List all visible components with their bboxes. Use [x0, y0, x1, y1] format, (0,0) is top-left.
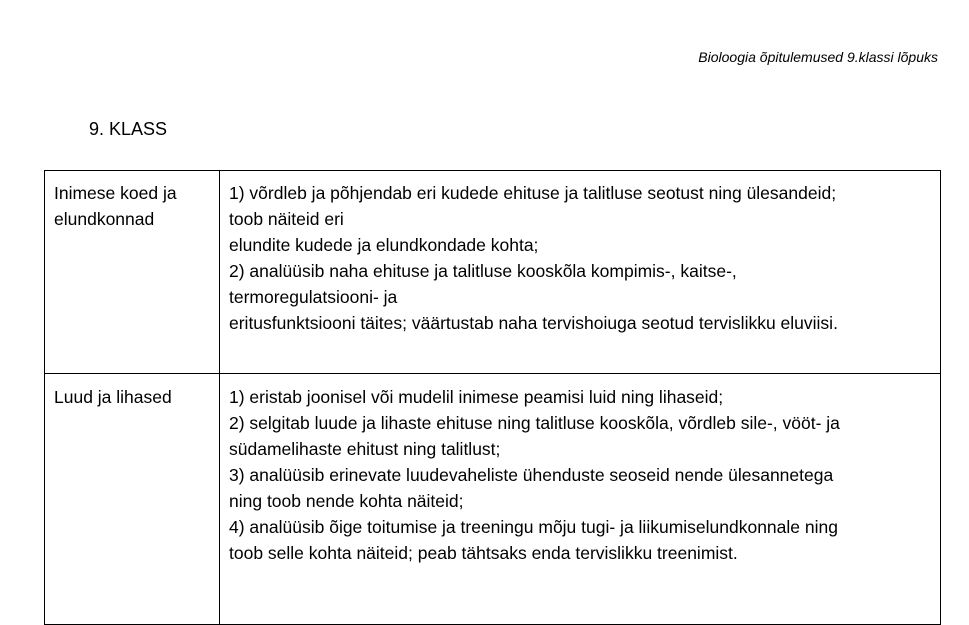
outcome-line: 1) eristab joonisel või mudelil inimese peamisi luid ning lihaseid;: [229, 387, 724, 407]
outcomes-cell: [220, 374, 941, 625]
learning-outcomes-table: [44, 170, 941, 625]
outcome-line: 1) võrdleb ja põhjendab eri kudede ehituse ja talitluse seotust ning ülesandeid;: [229, 183, 837, 203]
outcome-line: elundite kudede ja elundkondade kohta;: [229, 235, 539, 255]
outcomes-cell: [220, 171, 941, 374]
topic-text: Inimese koed ja: [54, 183, 177, 203]
outcome-line: 3) analüüsib erinevate luudevaheliste ühenduste seoseid nende ülesannetega: [229, 465, 834, 485]
outcome-line: termoregulatsiooni- ja: [229, 287, 398, 307]
topic-text: elundkonnad: [54, 209, 155, 229]
outcome-line: ning toob nende kohta näiteid;: [229, 491, 464, 511]
topic-text: Luud ja lihased: [54, 387, 172, 407]
outcome-line: eritusfunktsiooni täites; väärtustab naha tervishoiuga seotud tervislikku eluviisi.: [229, 313, 838, 333]
outcome-line: südamelihaste ehitust ning talitlust;: [229, 439, 501, 459]
topic-cell: [45, 171, 220, 374]
outcome-line: toob näiteid eri: [229, 209, 344, 229]
outcome-line: 2) selgitab luude ja lihaste ehituse ning talitluse kooskõla, võrdleb sile-, vööt- ja: [229, 413, 840, 433]
outcome-line: 4) analüüsib õige toitumise ja treeningu mõju tugi- ja liikumiselundkonnale ning: [229, 517, 838, 537]
table-row: [45, 374, 941, 625]
running-header: Bioloogia õpitulemused 9.klassi lõpuks: [698, 49, 938, 65]
outcome-line: 2) analüüsib naha ehituse ja talitluse kooskõla kompimis-, kaitse-,: [229, 261, 737, 281]
table-row: [45, 171, 941, 374]
topic-cell: [45, 374, 220, 625]
outcome-line: toob selle kohta näiteid; peab tähtsaks enda tervislikku treenimist.: [229, 543, 738, 563]
section-title: 9. KLASS: [89, 119, 168, 139]
